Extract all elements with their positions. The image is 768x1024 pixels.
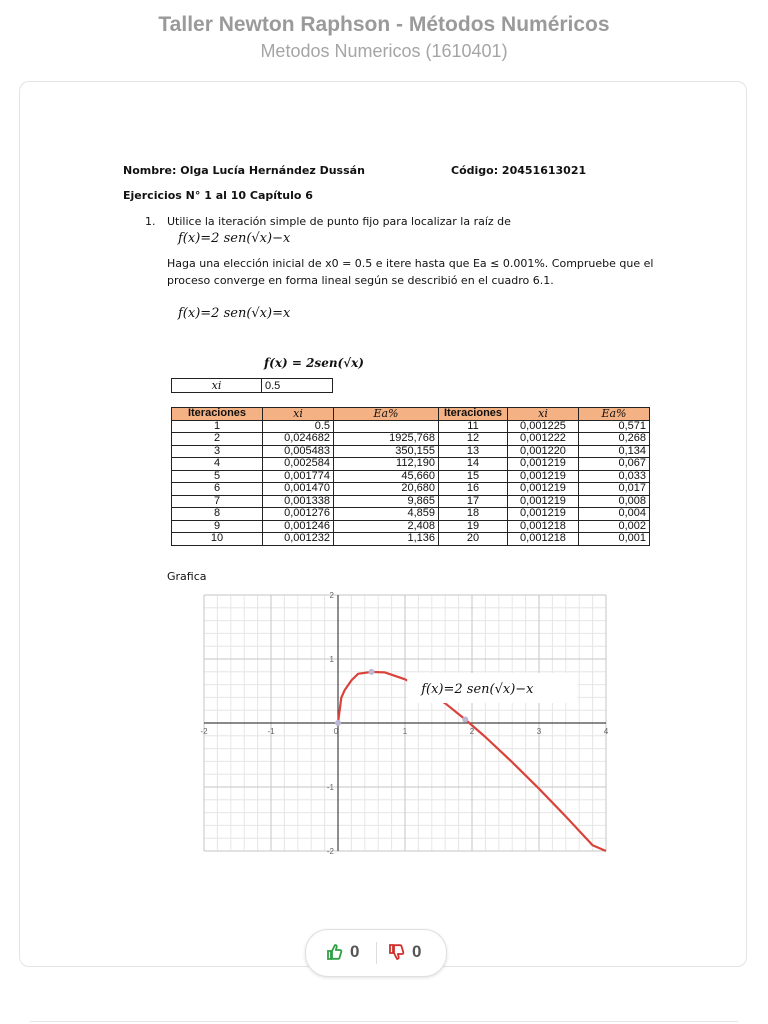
table-row: [172, 458, 650, 471]
table-cell: 14: [439, 458, 508, 471]
table-row: [172, 470, 650, 483]
table-cell: 0,001338: [263, 495, 334, 508]
x-tick-label: 4: [603, 727, 609, 736]
table-row: [172, 508, 650, 521]
table-cell: 350,155: [334, 445, 439, 458]
table-cell: 0,134: [579, 445, 650, 458]
x-tick-label: -2: [200, 727, 208, 736]
table-cell: 2: [172, 433, 263, 446]
iteration-table: [171, 407, 650, 546]
table-cell: 0,001774: [263, 470, 334, 483]
bottom-divider: [30, 1021, 738, 1022]
table-cell: 0,001276: [263, 508, 334, 521]
header-xi-1: xi: [263, 408, 334, 421]
formula-1: f(x)=2 sen(√x)−x: [178, 231, 291, 246]
table-cell: 0,001225: [508, 420, 579, 433]
graph-formula-label: f(x)=2 sen(√x)−x: [421, 682, 534, 697]
table-cell: 0,001232: [263, 533, 334, 546]
code-line: Código: 20451613021: [451, 164, 587, 177]
table-cell: 20: [439, 533, 508, 546]
table-body: [172, 420, 650, 545]
table-row: [172, 533, 650, 546]
table-title: f(x) = 2sen(√x): [264, 356, 364, 370]
table-cell: 0,001219: [508, 470, 579, 483]
table-cell: 0,001218: [508, 520, 579, 533]
table-cell: 15: [439, 470, 508, 483]
table-cell: 0,001: [579, 533, 650, 546]
table-header-row: [172, 408, 650, 421]
x-tick-label: -1: [267, 727, 275, 736]
paragraph-line-1: Haga una elección inicial de x0 = 0.5 e itere hasta que Ea ≤ 0.001%. Compruebe que el: [167, 257, 654, 270]
table-cell: 0,001219: [508, 495, 579, 508]
vote-bar: [305, 929, 447, 977]
table-cell: 10: [172, 533, 263, 546]
x-tick-label: 2: [469, 727, 475, 736]
table-row: [172, 520, 650, 533]
table-cell: 1: [172, 420, 263, 433]
table-cell: 12: [439, 433, 508, 446]
table-cell: 0,002: [579, 520, 650, 533]
data-point: [369, 669, 375, 675]
table-cell: 0,001246: [263, 520, 334, 533]
page-subtitle: Metodos Numericos (1610401): [260, 41, 508, 61]
item-number: 1.: [145, 215, 156, 228]
table-cell: 2,408: [334, 520, 439, 533]
table-cell: 0,033: [579, 470, 650, 483]
header-xi-2: xi: [508, 408, 579, 421]
table-row: [172, 483, 650, 496]
y-tick-label: -2: [326, 847, 334, 855]
table-cell: 0,004: [579, 508, 650, 521]
upvote-button[interactable]: [326, 942, 359, 962]
table-row: [172, 420, 650, 433]
table-cell: 0,017: [579, 483, 650, 496]
header-ea-1: Ea%: [334, 408, 439, 421]
table-cell: 11: [439, 420, 508, 433]
x-tick-label: 3: [536, 727, 542, 736]
y-tick-label: 1: [329, 655, 334, 664]
table-cell: 0,001220: [508, 445, 579, 458]
upvote-count: 0: [350, 942, 360, 961]
table-cell: 4,859: [334, 508, 439, 521]
table-cell: 0.5: [263, 420, 334, 433]
table-cell: 6: [172, 483, 263, 496]
data-point: [335, 720, 341, 726]
table-cell: 19: [439, 520, 508, 533]
table-cell: 16: [439, 483, 508, 496]
table-cell: 0,005483: [263, 445, 334, 458]
table-row: [172, 445, 650, 458]
thumbs-up-icon: [326, 943, 344, 961]
table-cell: 17: [439, 495, 508, 508]
grafica-label: Grafica: [167, 570, 207, 583]
y-tick-label: 2: [329, 591, 334, 600]
table-cell: 0,008: [579, 495, 650, 508]
table-cell: 0,268: [579, 433, 650, 446]
y-tick-label: -1: [326, 783, 334, 792]
table-cell: 5: [172, 470, 263, 483]
table-cell: [334, 420, 439, 433]
table-cell: 0,067: [579, 458, 650, 471]
table-cell: 0,002584: [263, 458, 334, 471]
table-cell: 0,001218: [508, 533, 579, 546]
header-ea-2: Ea%: [579, 408, 650, 421]
table-cell: 4: [172, 458, 263, 471]
xi-value: 0.5: [262, 379, 333, 393]
table-cell: 0,001222: [508, 433, 579, 446]
xi-label: xi: [172, 379, 262, 393]
table-cell: 13: [439, 445, 508, 458]
header-iterations-1: Iteraciones: [172, 408, 263, 421]
table-cell: 1,136: [334, 533, 439, 546]
paragraph-line-2: proceso converge en forma lineal según se describió en el cuadro 6.1.: [167, 274, 554, 287]
table-cell: 8: [172, 508, 263, 521]
page-title: Taller Newton Raphson - Métodos Numéricos: [158, 13, 610, 36]
vote-divider: [376, 942, 377, 964]
exercises-line: Ejercicios N° 1 al 10 Capítulo 6: [123, 189, 313, 202]
formula-2: f(x)=2 sen(√x)=x: [178, 306, 291, 321]
table-cell: 0,571: [579, 420, 650, 433]
table-cell: 9: [172, 520, 263, 533]
table-cell: 45,660: [334, 470, 439, 483]
table-cell: 1925,768: [334, 433, 439, 446]
table-cell: 18: [439, 508, 508, 521]
table-cell: 0,001470: [263, 483, 334, 496]
x-tick-label: 0: [333, 727, 339, 736]
thumbs-down-icon: [388, 943, 406, 961]
table-cell: 3: [172, 445, 263, 458]
table-cell: 0,001219: [508, 458, 579, 471]
table-cell: 0,001219: [508, 508, 579, 521]
item-text: Utilice la iteración simple de punto fijo para localizar la raíz de: [167, 215, 511, 228]
table-cell: 7: [172, 495, 263, 508]
table-cell: 9,865: [334, 495, 439, 508]
table-row: [172, 495, 650, 508]
table-cell: 20,680: [334, 483, 439, 496]
header-iterations-2: Iteraciones: [439, 408, 508, 421]
x-tick-label: 1: [402, 727, 408, 736]
initial-value-table: [171, 378, 333, 393]
table-row: [172, 433, 650, 446]
downvote-count: 0: [412, 942, 422, 961]
name-line: Nombre: Olga Lucía Hernández Dussán: [123, 164, 365, 177]
table-cell: 0,001219: [508, 483, 579, 496]
downvote-button[interactable]: [388, 942, 421, 962]
data-point: [462, 716, 468, 722]
function-graph: [200, 591, 610, 855]
table-cell: 0,024682: [263, 433, 334, 446]
table-cell: 112,190: [334, 458, 439, 471]
